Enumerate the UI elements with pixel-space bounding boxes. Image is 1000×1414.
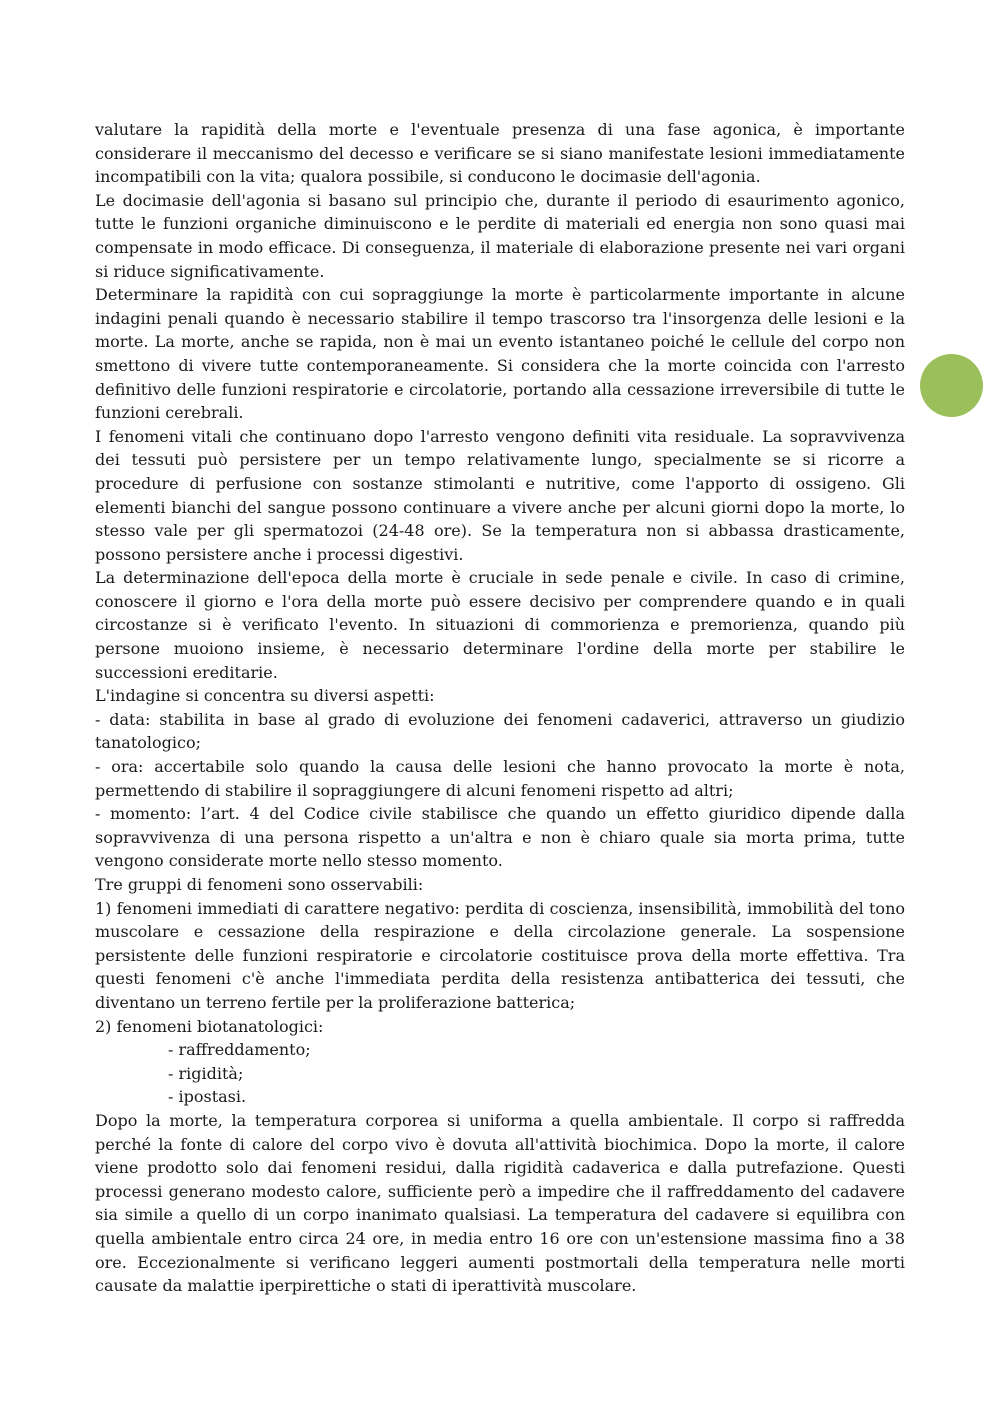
paragraph-indagine-aspetti: L'indagine si concentra su diversi aspetti: — [95, 686, 435, 706]
decorative-green-dot — [920, 354, 983, 417]
paragraph-vita-residuale: I fenomeni vitali che continuano dopo l'arresto vengono definiti vita residuale. La sopravvivenza dei tessuti può persistere per un tempo relativamente lungo, specialmente se si ricorre a procedure di perfusione con sostanze stimolanti e nutritive, come l'apporto di ossigeno. Gli elementi bianchi del sangue possono continuare a vivere anche per alcuni giorni dopo la morte, lo stesso vale per gli spermatozoi (24-48 ore). Se la temperatura non si abbassa drasticamente, possono persistere anche i processi digestivi. — [95, 426, 905, 564]
list-item-ora: - ora: accertabile solo quando la causa delle lesioni che hanno provocato la morte è nota, permettendo di stabilire il sopraggiungere di alcuni fenomeni rispetto ad altri; — [95, 757, 905, 800]
list-item-data: - data: stabilita in base al grado di evoluzione dei fenomeni cadaverici, attraverso un giudizio tanatologico; — [95, 709, 905, 753]
paragraph-docimasie: Le docimasie dell'agonia si basano sul principio che, durante il periodo di esaurimento agonico, tutte le funzioni organiche diminuiscono e le perdite di materiali ed energia non sono quasi mai compensate in modo efficace. Di conseguenza, il materiale di elaborazione presente nei vari organi si riduce significativamente. — [95, 190, 905, 281]
sublist-item-raffreddamento: - raffreddamento; — [168, 1040, 311, 1060]
list-item-fenomeni-immediati: 1) fenomeni immediati di carattere negativo: perdita di coscienza, insensibilità, immobilità del tono muscolare e cessazione della respirazione e della circolazione generale. La sospensione persistente delle funzioni respiratorie e circolatorie costituisce prova della morte effettiva. Tra questi fenomeni c'è anche l'immediata perdita della resistenza antibatterica dei tessuti, che diventano un terreno fertile per la proliferazione batterica; — [95, 898, 905, 1012]
paragraph-epoca-morte: La determinazione dell'epoca della morte è cruciale in sede penale e civile. In caso di crimine, conoscere il giorno e l'ora della morte può essere decisivo per comprendere quando e in quali circostanze si è verificato l'evento. In situazioni di commorienza e premorienza, quando più persone muoiono insieme, è necessario determinare l'ordine della morte per stabilire le successioni ereditarie. — [95, 568, 905, 682]
paragraph-temperatura: Dopo la morte, la temperatura corporea si uniforma a quella ambientale. Il corpo si raffredda perché la fonte di calore del corpo vivo è dovuta all'attività biochimica. Dopo la morte, il calore viene prodotto solo dai fenomeni residui, dalla rigidità cadaverica e dalla putrefazione. Questi processi generano modesto calore, sufficiente però a impedire che il raffreddamento del cadavere sia simile a quello di un corpo inanimato qualsiasi. La temperatura del cadavere si equilibra con quella ambientale entro circa 24 ore, in media entro 16 ore con un'estensione massima fino a 38 ore. Eccezionalmente si verificano leggeri aumenti postmortali della temperatura nelle morti causate da malattie iperpirettiche o stati di iperattività muscolare. — [95, 1110, 905, 1296]
paragraph-tre-gruppi: Tre gruppi di fenomeni sono osservabili: — [95, 875, 424, 894]
sublist-item-ipostasi: - ipostasi. — [168, 1087, 247, 1107]
paragraph-rapidita-morte: Determinare la rapidità con cui sopraggiunge la morte è particolarmente importante in alcune indagini penali quando è necessario stabilire il tempo trascorso tra l'insorgenza delle lesioni e la morte. La morte, anche se rapida, non è mai un evento istantaneo poiché le cellule del corpo non smettono di vivere tutte contemporaneamente. Si considera che la morte coincida con l'arresto definitivo delle funzioni respiratorie e circolatorie, portando alla cessazione irreversibile di tutte le funzioni cerebrali. — [95, 285, 905, 423]
document-body — [95, 118, 905, 1298]
sublist-item-rigidita: - rigidità; — [168, 1063, 244, 1083]
paragraph-agonia-intro: valutare la rapidità della morte e l'eventuale presenza di una fase agonica, è importante considerare il meccanismo del decesso e verificare se si siano manifestate lesioni immediatamente incompatibili con la vita; qualora possibile, si conducono le docimasie dell'agonia. — [95, 120, 905, 187]
list-item-momento: - momento: l’art. 4 del Codice civile stabilisce che quando un effetto giuridico dipende dalla sopravvivenza di una persona rispetto a un'altra e non è chiaro quale sia morta prima, tutte vengono considerate morte nello stesso momento. — [95, 804, 905, 871]
list-item-fenomeni-biotanatologici: 2) fenomeni biotanatologici: — [95, 1016, 324, 1036]
